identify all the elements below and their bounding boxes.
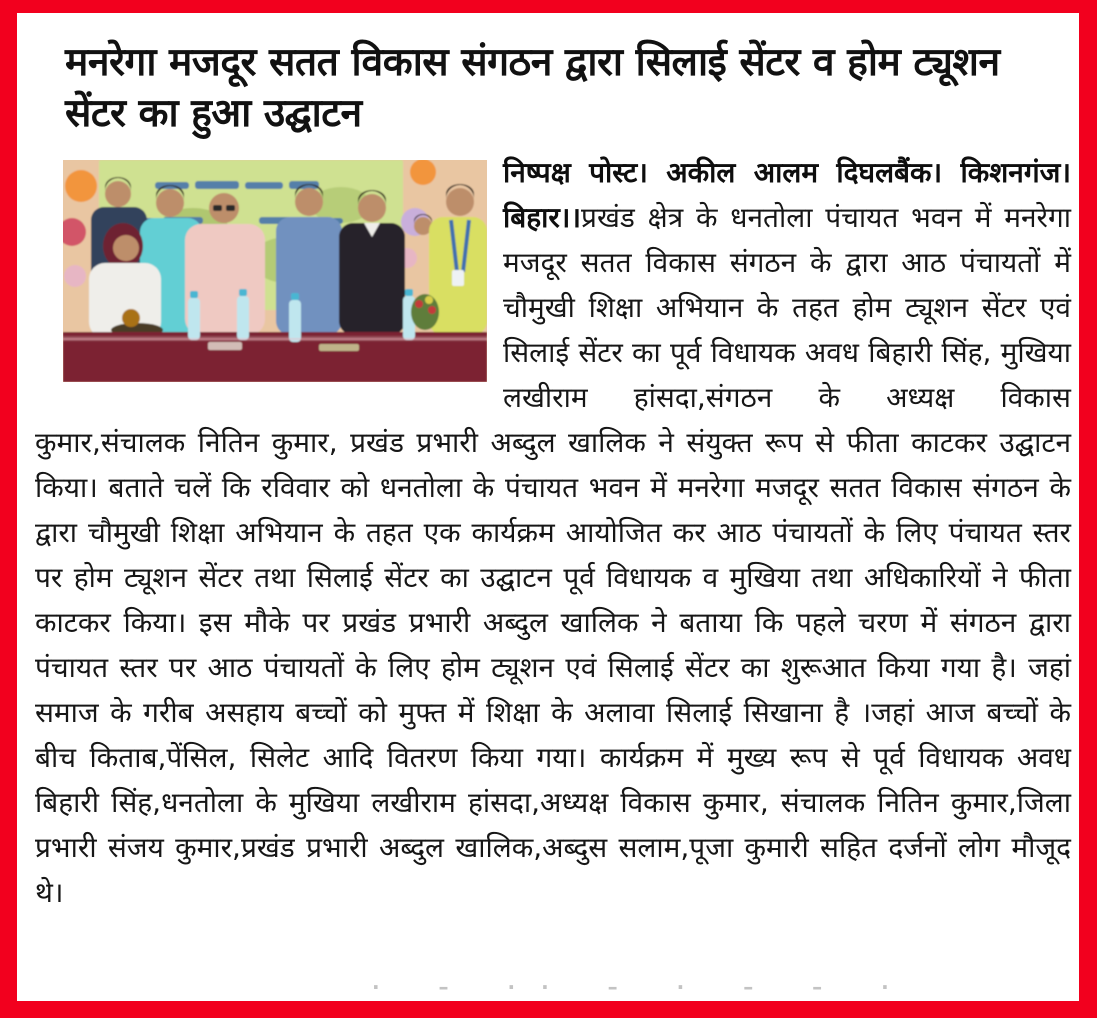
flower-bouquet (411, 294, 439, 330)
article-body-copy: प्रखंड क्षेत्र के धनतोला पंचायत भवन में मनरेगा मजदूर सतत विकास संगठन के द्वारा आठ पंचायतों में चौमुखी शिक्षा अभियान के तहत होम ट्यूशन सेंटर एवं सिलाई सेंटर का पूर्व विधायक अवध बिहारी सिंह, मुखिया लखीराम हांसदा,संगठन के अध्यक्ष विकास कुमार,संचालक नितिन कुमार, प्रखंड प्रभारी अब्दुल खालिक ने संयुक्त रूप से फीता काटकर उद्घाटन किया। बताते चलें कि रविवार को धनतोला के पंचायत भवन में मनरेगा मजदूर सतत विकास संगठन के द्वारा चौमुखी शिक्षा अभियान के तहत एक कार्यक्रम आयोजित कर आठ पंचायतों के लिए पंचायत स्तर पर होम ट्यूशन सेंटर तथा सिलाई सेंटर का उद्घाटन पूर्व विधायक व मुखिया तथा अधिकारियों ने फीता काटकर किया। इस मौके पर प्रखंड प्रभारी अब्दुल खालिक ने बताया कि पहले चरण में संगठन द्वारा पंचायत स्तर पर आठ पंचायतों के लिए होम ट्यूशन एवं सिलाई सेंटर का शुरूआत किया गया है। जहां समाज के गरीब असहाय बच्चों को मुफ्त में शिक्षा के अलावा सिलाई सिखाना है ।जहां आज बच्चों के बीच किताब,पेंसिल, सिलेट आदि वितरण किया गया। कार्यक्रम में मुख्य रूप से पूर्व विधायक अवध बिहारी सिंह,धनतोला के मुखिया लखीराम हांसदा,अध्यक्ष विकास कुमार, संचालक नितिन कुमार,जिला प्रभारी संजय कुमार,प्रखंड प्रभारी अब्दुल खालिक,अब्दुस सलाम,पूजा कुमारी सहित दर्जनों लोग मौजूद थे। (35, 200, 1071, 909)
table-items (208, 342, 242, 350)
table-items (319, 344, 359, 351)
balloon (65, 170, 97, 202)
article-body (35, 150, 1071, 915)
article-photo (63, 160, 487, 382)
article-headline: मनरेगा मजदूर सतत विकास संगठन द्वारा सिलाई सेंटर व होम ट्यूशन सेंटर का हुआ उद्घाटन (65, 40, 1000, 137)
balloon (410, 160, 436, 185)
scan-artifact-line (63, 338, 487, 340)
clipping-content (17, 13, 1079, 1001)
truncated-next-line-marks: · – ·· – · – – · (372, 975, 915, 999)
brass-pot (122, 309, 140, 327)
id-badge (452, 270, 464, 286)
article-byline: निष्पक्ष पोस्ट। अकील आलम दिघलबैंक। किशनगंज। बिहार।। (503, 155, 1071, 234)
event-photo-illustration (63, 160, 487, 382)
balloon (64, 265, 86, 287)
